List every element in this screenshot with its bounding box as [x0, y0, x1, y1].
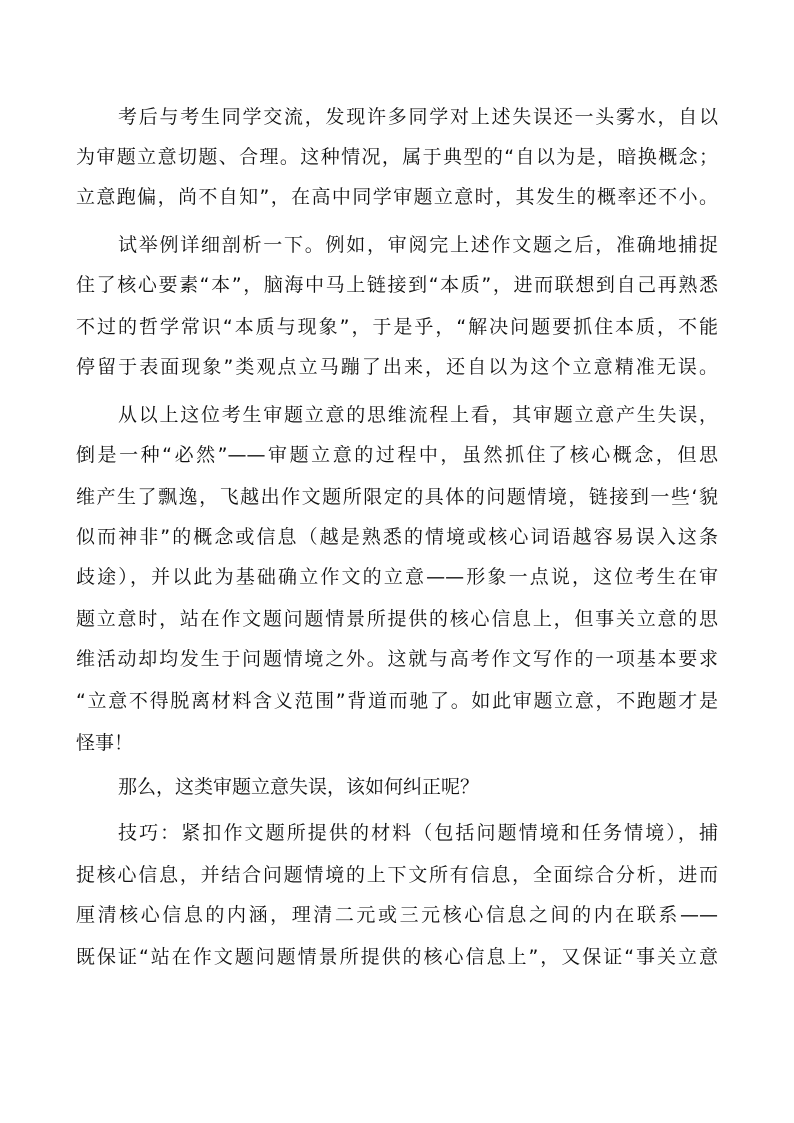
- text-line: 从以上这位考生审题立意的思维流程上看，其审题立意产生失误，: [118, 404, 718, 426]
- text-line: 厘清核心信息的内涵，理清二元或三元核心信息之间的内在联系——: [76, 904, 718, 926]
- text-line: 既保证“站在作文题问题情景所提供的核心信息上”，又保证“事关立意: [76, 946, 718, 968]
- text-line: 为审题立意切题、合理。这种情况，属于典型的“自以为是，暗换概念；: [76, 146, 718, 168]
- text-line: 不过的哲学常识“本质与现象”，于是乎，“解决问题要抓住本质，不能: [76, 316, 718, 338]
- text-line: 技巧：紧扣作文题所提供的材料（包括问题情境和任务情境），捕: [118, 822, 718, 844]
- text-line: 考后与考生同学交流，发现许多同学对上述失误还一头雾水，自以: [118, 106, 718, 128]
- text-line: 似而神非”的概念或信息（越是熟悉的情境或核心词语越容易误入这条: [76, 526, 718, 548]
- text-line: 倒是一种“必然”——审题立意的过程中，虽然抓住了核心概念，但思: [76, 444, 718, 466]
- text-line: 停留于表面现象”类观点立马蹦了出来，还自以为这个立意精准无误。: [76, 356, 718, 378]
- text-line: 怪事！: [76, 732, 134, 754]
- text-line: “立意不得脱离材料含义范围”背道而驰了。如此审题立意，不跑题才是: [76, 690, 718, 712]
- text-line: 维产生了飘逸，飞越出作文题所限定的具体的问题情境，链接到一些‘貌: [76, 486, 718, 508]
- text-line: 那么，这类审题立意失误，该如何纠正呢？: [118, 776, 480, 798]
- text-line: 住了核心要素“本”，脑海中马上链接到“本质”，进而联想到自己再熟悉: [76, 274, 718, 296]
- text-line: 题立意时，站在作文题问题情景所提供的核心信息上，但事关立意的思: [76, 608, 718, 630]
- text-line: 捉核心信息，并结合问题情境的上下文所有信息，全面综合分析，进而: [76, 864, 718, 886]
- text-line: 试举例详细剖析一下。例如，审阅完上述作文题之后，准确地捕捉: [118, 234, 718, 256]
- text-line: 歧途），并以此为基础确立作文的立意——形象一点说，这位考生在审: [76, 566, 718, 588]
- text-line: 立意跑偏，尚不自知”，在高中同学审题立意时，其发生的概率还不小。: [76, 186, 718, 208]
- text-line: 维活动却均发生于问题情境之外。这就与高考作文写作的一项基本要求: [76, 648, 718, 670]
